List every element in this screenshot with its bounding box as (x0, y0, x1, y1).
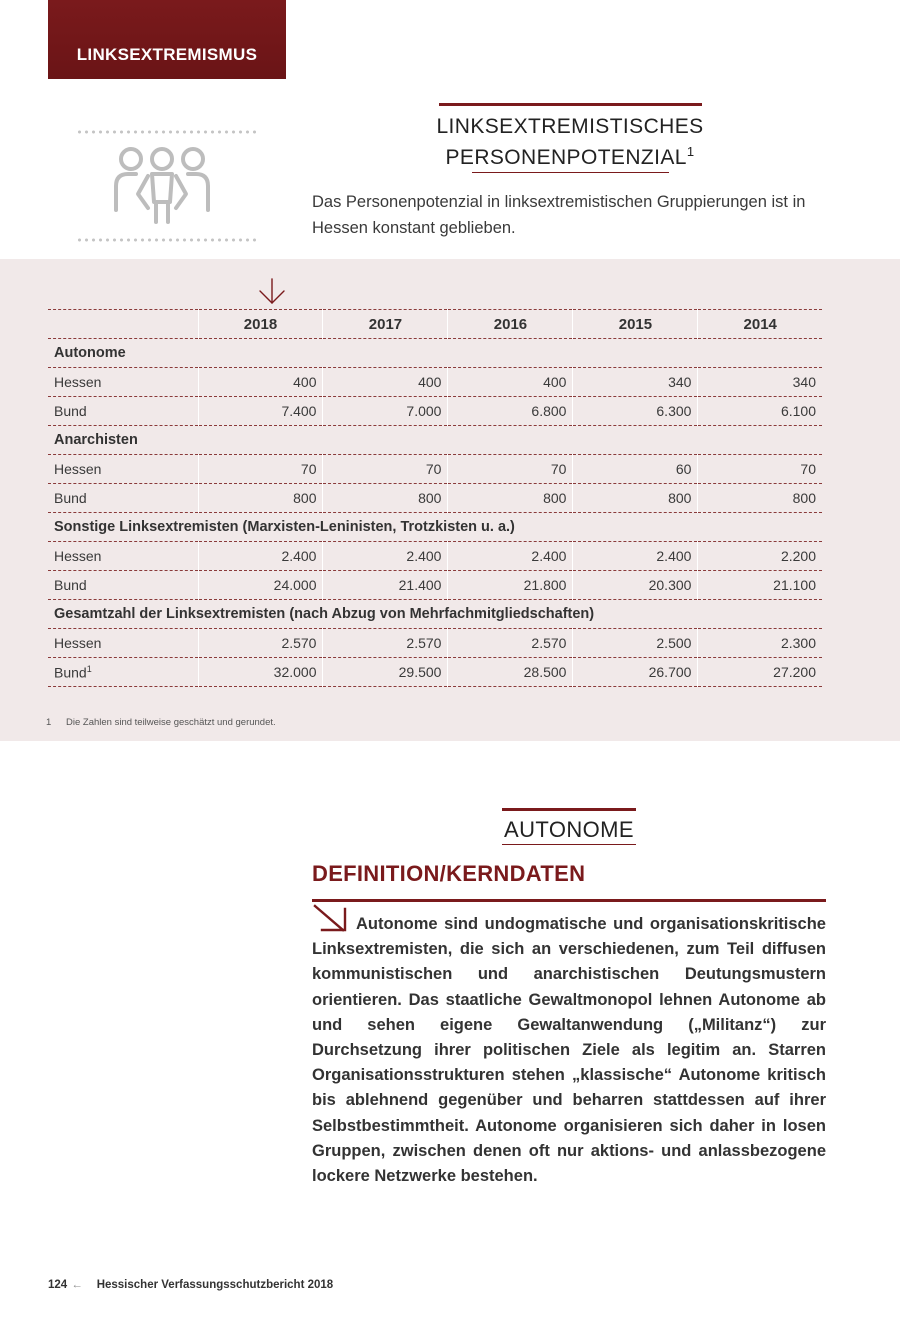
cell-value: 400 (448, 368, 573, 397)
dotted-divider-bottom (76, 238, 256, 242)
footnote-text: Die Zahlen sind teilweise geschätzt und gerundet. (66, 717, 276, 728)
cell-value: 24.000 (198, 571, 323, 600)
cell-value: 7.400 (198, 397, 323, 426)
cell-value: 2.400 (573, 542, 698, 571)
year-header: 2016 (448, 310, 573, 339)
cell-value: 2.300 (698, 629, 822, 658)
cell-value: 28.500 (448, 658, 573, 687)
cell-value: 800 (323, 484, 448, 513)
cell-value: 2.400 (448, 542, 573, 571)
table-row (48, 658, 822, 687)
title-text (420, 114, 720, 170)
section-tab-label: LINKSEXTREMISMUS (76, 45, 258, 64)
cell-value: 21.400 (323, 571, 448, 600)
definition-rule (312, 899, 826, 902)
cell-value: 340 (573, 368, 698, 397)
group-row (48, 339, 822, 368)
group-row (48, 426, 822, 455)
table-row (48, 455, 822, 484)
personenpotenzial-table (48, 309, 822, 687)
cell-value: 6.800 (448, 397, 573, 426)
autonome-heading-block (500, 808, 638, 845)
cell-value: 20.300 (573, 571, 698, 600)
row-footnote-mark: 1 (86, 663, 92, 674)
cell-value: 60 (573, 455, 698, 484)
cell-value: 800 (698, 484, 822, 513)
table-row (48, 571, 822, 600)
table-header-empty (48, 310, 198, 339)
arrow-down-icon (258, 278, 286, 306)
table-row (48, 484, 822, 513)
table-row (48, 542, 822, 571)
cell-value: 400 (198, 368, 323, 397)
cell-value: 6.300 (573, 397, 698, 426)
definition-text: Autonome sind undogmatische und organisationskritische Linksextremisten, die sich an verschiedenen, zum Teil diffusen kommunistischen und anarchistischen Deutungsmustern orientieren. Das staatliche Gewaltmonopol lehnen Autonome ab und sehen eigene Gewaltanwendung („Militanz“) zur Durchsetzung ihrer politischen Ziele als legitim an. Starren Organisationsstrukturen stehen „klassische“ Autonome kritisch bis ablehnend gegenüber und beharren stattdessen auf ihrer Selbstbestimmtheit. Autonome organisieren sich daher in losen Gruppen, zwischen denen oft nur aktions- und anlassbezogene lockere Netzwerke bestehen. (312, 915, 826, 1186)
year-header: 2018 (198, 310, 323, 339)
cell-value: 70 (448, 455, 573, 484)
title-line-2 (420, 139, 720, 170)
cell-value: 70 (198, 455, 323, 484)
section-tab (48, 0, 286, 79)
row-label: Bund (48, 397, 198, 426)
cell-value: 2.570 (323, 629, 448, 658)
people-group-icon (76, 142, 256, 242)
row-label: Bund (48, 484, 198, 513)
title-rule-bottom (472, 172, 669, 173)
group-row (48, 513, 822, 542)
year-header: 2014 (698, 310, 822, 339)
cell-value: 2.500 (573, 629, 698, 658)
table-row (48, 397, 822, 426)
arrow-left-icon[interactable]: ← (71, 1279, 83, 1291)
cell-value: 400 (323, 368, 448, 397)
year-header: 2017 (323, 310, 448, 339)
footnote-number: 1 (46, 717, 52, 728)
group-label: Autonome (48, 339, 822, 368)
cell-value: 2.570 (448, 629, 573, 658)
table-footnote (46, 717, 276, 728)
cell-value: 7.000 (323, 397, 448, 426)
table-row (48, 368, 822, 397)
cell-value: 800 (448, 484, 573, 513)
cell-value: 26.700 (573, 658, 698, 687)
group-label: Gesamtzahl der Linksextremisten (nach Abzug von Mehrfachmitgliedschaften) (48, 600, 822, 629)
cell-value: 800 (198, 484, 323, 513)
cell-value: 340 (698, 368, 822, 397)
cell-value: 2.570 (198, 629, 323, 658)
row-label: Hessen (48, 455, 198, 484)
cell-value: 800 (573, 484, 698, 513)
cell-value: 6.100 (698, 397, 822, 426)
section-title (420, 103, 720, 173)
cell-value: 2.400 (198, 542, 323, 571)
autonome-rule-bottom (502, 844, 636, 845)
title-line-1: LINKSEXTREMISTISCHES (436, 115, 704, 138)
cell-value: 2.200 (698, 542, 822, 571)
cell-value: 70 (323, 455, 448, 484)
row-label: Hessen (48, 629, 198, 658)
table-header-row (48, 310, 822, 339)
row-label: Hessen (48, 368, 198, 397)
definition-heading: DEFINITION/KERNDATEN (312, 861, 586, 886)
cell-value: 21.800 (448, 571, 573, 600)
group-row (48, 600, 822, 629)
cell-value: 29.500 (323, 658, 448, 687)
title-line-2-text: PERSONENPOTENZIAL (445, 146, 687, 169)
page-footer (48, 1279, 333, 1291)
icon-area (76, 126, 256, 246)
page-number: 124 (48, 1279, 68, 1291)
intro-text: Das Personenpotenzial in linksextremistischen Gruppierungen ist in Hessen konstant geblieben. (312, 193, 806, 237)
row-label: Hessen (48, 542, 198, 571)
autonome-heading: AUTONOME (504, 817, 634, 842)
title-footnote-mark: 1 (686, 144, 695, 159)
table-row (48, 629, 822, 658)
group-label: Sonstige Linksextremisten (Marxisten-Leninisten, Trotzkisten u. a.) (48, 513, 822, 542)
cell-value: 32.000 (198, 658, 323, 687)
cell-value: 2.400 (323, 542, 448, 571)
row-label: Bund (48, 571, 198, 600)
cell-value: 21.100 (698, 571, 822, 600)
row-label-with-footnote (48, 658, 198, 687)
row-label: Bund (54, 664, 87, 681)
year-header: 2015 (573, 310, 698, 339)
dotted-divider-top (76, 130, 256, 134)
autonome-rule-top (502, 808, 636, 811)
group-label: Anarchisten (48, 426, 822, 455)
cell-value: 70 (698, 455, 822, 484)
title-rule-top (439, 103, 702, 106)
report-title: Hessischer Verfassungsschutzbericht 2018 (96, 1279, 334, 1291)
cell-value: 27.200 (698, 658, 822, 687)
